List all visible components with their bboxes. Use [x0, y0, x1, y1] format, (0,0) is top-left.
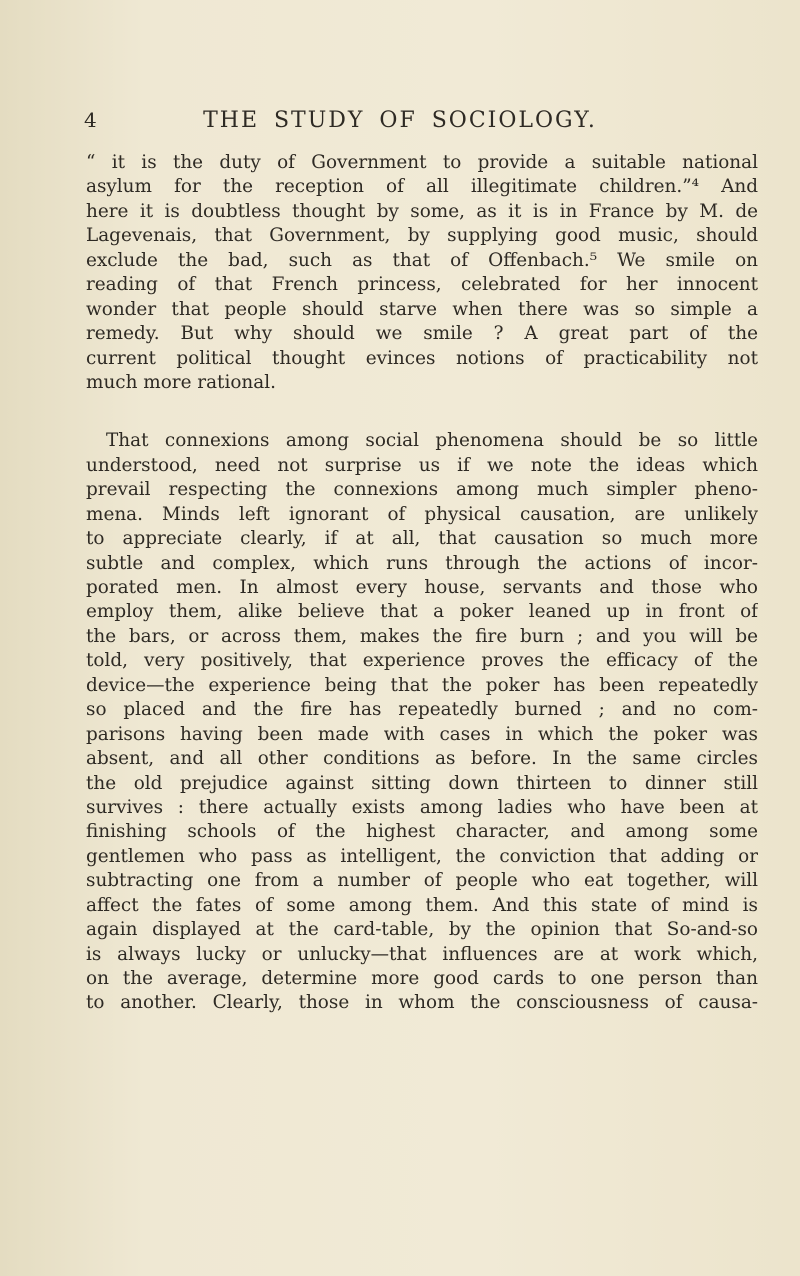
text-line: porated men. In almost every house, servants and those who [86, 577, 758, 598]
text-line: is always lucky or unlucky—that influences are at work which, [86, 943, 758, 965]
paragraph-1 [86, 151, 758, 395]
text-line: device—the experience being that the poker has been repeatedly [86, 674, 758, 696]
page-header [0, 108, 800, 148]
page-number: 4 [84, 108, 98, 132]
text-line: much more rational. [86, 371, 276, 393]
text-line: current political thought evinces notions of practicability not [86, 347, 758, 369]
text-line: absent, and all other conditions as before. In the same circles [86, 748, 758, 770]
text-line: survives : there actually exists among ladies who have been at [86, 796, 758, 818]
text-line: That connexions among social phenomena should be so little [106, 430, 758, 452]
text-line: parisons having been made with cases in which the poker was [86, 723, 758, 745]
text-line: “ it is the duty of Government to provide a suitable national [86, 152, 758, 173]
text-line: mena. Minds left ignorant of physical causation, are unlikely [86, 503, 758, 525]
text-line: so placed and the fire has repeatedly burned ; and no com- [86, 699, 758, 721]
text-line: on the average, determine more good cards to one person than [86, 968, 758, 989]
text-line: asylum for the reception of all illegitimate children.”⁴ And [86, 176, 758, 198]
text-line: Lagevenais, that Government, by supplying good music, should [86, 225, 758, 247]
text-line: the old prejudice against sitting down thirteen to dinner still [86, 772, 758, 794]
text-line: to another. Clearly, those in whom the consciousness of causa- [86, 992, 758, 1014]
text-line: exclude the bad, such as that of Offenbach.⁵ We smile on [86, 249, 758, 271]
text-line: the bars, or across them, makes the fire burn ; and you will be [86, 625, 758, 647]
text-line: employ them, alike believe that a poker leaned up in front of [86, 601, 758, 623]
paragraph-2 [86, 429, 758, 1016]
text-line: finishing schools of the highest character, and among some [86, 821, 758, 843]
text-line: subtracting one from a number of people who eat together, will [86, 870, 758, 892]
text-line: prevail respecting the connexions among much simpler pheno- [86, 479, 758, 501]
text-line: told, very positively, that experience proves the efficacy of the [86, 650, 758, 672]
text-line: subtle and complex, which runs through the actions of incor- [86, 552, 758, 574]
text-line: remedy. But why should we smile ? A great part of the [86, 323, 758, 345]
body-text [86, 151, 758, 1016]
running-head: THE STUDY OF SOCIOLOGY. [203, 108, 597, 133]
text-line: wonder that people should starve when there was so simple a [86, 298, 758, 320]
text-line: to appreciate clearly, if at all, that causation so much more [86, 528, 758, 550]
text-line: reading of that French princess, celebrated for her innocent [86, 274, 758, 296]
text-line: here it is doubtless thought by some, as it is in France by M. de [86, 200, 758, 222]
text-line: understood, need not surprise us if we note the ideas which [86, 454, 758, 476]
text-line: affect the fates of some among them. And this state of mind is [86, 894, 758, 916]
text-line: gentlemen who pass as intelligent, the conviction that adding or [86, 845, 758, 867]
text-line: again displayed at the card-table, by the opinion that So-and-so [86, 919, 758, 941]
